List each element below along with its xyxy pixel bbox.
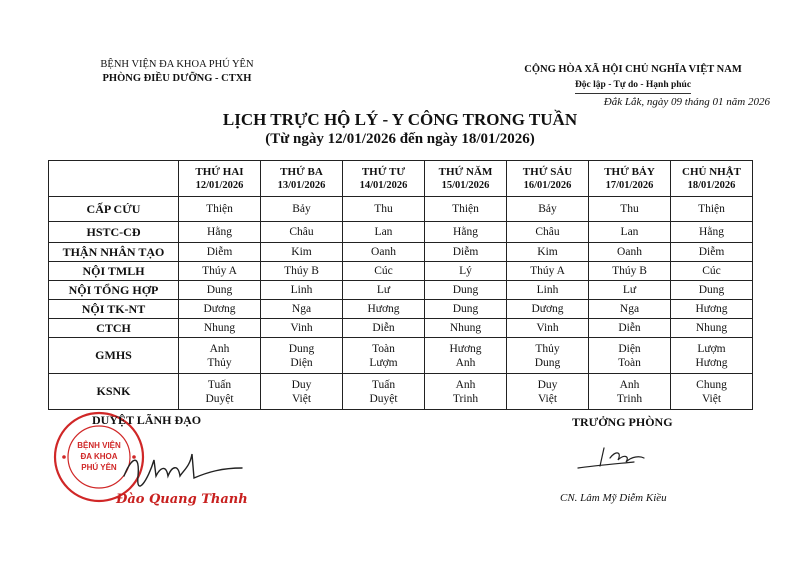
department-name: PHÒNG ĐIỀU DƯỠNG - CTXH	[102, 73, 252, 84]
staff-cell	[179, 222, 261, 243]
staff-name: Thúy A	[202, 265, 237, 278]
staff-cell	[507, 281, 589, 300]
day-date: 15/01/2026	[441, 179, 490, 191]
staff-name: Dung	[288, 342, 315, 355]
table-row	[49, 300, 753, 319]
day-header-5	[589, 161, 671, 197]
staff-cell	[589, 374, 671, 410]
staff-cell	[343, 281, 425, 300]
staff-cell	[671, 243, 753, 262]
staff-cell	[261, 197, 343, 222]
day-name: THỨ NĂM	[438, 165, 493, 178]
staff-name: Dung	[698, 284, 725, 297]
staff-name: Trinh	[452, 392, 479, 405]
day-name: THỨ BA	[280, 165, 323, 178]
staff-name: Lượm	[369, 356, 398, 369]
staff-name: Nga	[619, 303, 640, 316]
staff-name: Thúy B	[612, 265, 647, 278]
staff-name: Dương	[203, 303, 236, 316]
staff-cell	[179, 300, 261, 319]
corner-cell	[49, 161, 179, 197]
document-date: Đắk Lắk, ngày 09 tháng 01 năm 2026	[603, 96, 770, 108]
staff-cell	[425, 374, 507, 410]
staff-cell	[671, 374, 753, 410]
staff-cell	[507, 374, 589, 410]
staff-cell	[261, 243, 343, 262]
right-signature-icon	[574, 440, 664, 474]
day-date: 14/01/2026	[359, 179, 408, 191]
staff-name: Oanh	[371, 246, 396, 259]
staff-cell	[343, 262, 425, 281]
staff-cell	[671, 222, 753, 243]
staff-name: Oanh	[617, 246, 642, 259]
staff-cell	[589, 338, 671, 374]
staff-cell	[179, 319, 261, 338]
day-date: 17/01/2026	[605, 179, 654, 191]
staff-name: Dung	[206, 284, 233, 297]
staff-name: Hằng	[207, 226, 232, 239]
approval-title: DUYỆT LÃNH ĐẠO	[92, 413, 202, 427]
staff-name: Trinh	[616, 392, 643, 405]
staff-name: Linh	[536, 284, 559, 297]
day-header-2	[343, 161, 425, 197]
day-header-1	[261, 161, 343, 197]
staff-cell	[507, 338, 589, 374]
staff-cell	[343, 197, 425, 222]
staff-cell	[425, 300, 507, 319]
staff-cell	[425, 197, 507, 222]
staff-name: Dương	[531, 303, 564, 316]
staff-cell	[425, 262, 507, 281]
staff-cell	[671, 262, 753, 281]
day-name: THỨ BẢY	[604, 165, 655, 178]
department-cell: NỘI TK-NT	[49, 300, 179, 319]
staff-cell	[589, 197, 671, 222]
staff-name: Cúc	[374, 265, 393, 278]
staff-name: Thiện	[698, 203, 725, 216]
staff-cell	[507, 197, 589, 222]
day-date: 18/01/2026	[687, 179, 736, 191]
table-row	[49, 338, 753, 374]
staff-name: Diễm	[698, 246, 725, 259]
staff-cell	[507, 243, 589, 262]
staff-name: Hương	[367, 303, 400, 316]
staff-cell	[671, 300, 753, 319]
day-name: CHỦ NHẬT	[682, 165, 741, 178]
staff-name: Việt	[701, 392, 722, 405]
staff-cell	[179, 281, 261, 300]
staff-name: Diễn	[372, 322, 395, 335]
staff-name: Lan	[374, 226, 393, 239]
nation-header	[498, 62, 768, 94]
day-date: 13/01/2026	[277, 179, 326, 191]
department-cell: THẬN NHÂN TẠO	[49, 243, 179, 262]
staff-name: Nga	[291, 303, 312, 316]
staff-cell	[671, 338, 753, 374]
staff-cell	[179, 243, 261, 262]
table-header-row	[49, 161, 753, 197]
stamp-text-line2: ĐA KHOA	[80, 452, 118, 461]
staff-cell	[343, 243, 425, 262]
department-cell: GMHS	[49, 338, 179, 374]
staff-name: Diễn	[618, 322, 641, 335]
day-header-0	[179, 161, 261, 197]
staff-cell	[425, 222, 507, 243]
department-cell: NỘI TỔNG HỢP	[49, 281, 179, 300]
org-name: BỆNH VIỆN ĐA KHOA PHÚ YÊN	[100, 59, 254, 70]
staff-name: Toàn	[372, 342, 395, 355]
staff-name: Vinh	[290, 322, 313, 335]
staff-cell	[507, 222, 589, 243]
table-body	[49, 197, 753, 410]
staff-name: Anh	[619, 378, 640, 391]
staff-name: Anh	[455, 356, 476, 369]
staff-name: Thu	[374, 203, 393, 216]
staff-cell	[425, 281, 507, 300]
staff-cell	[507, 262, 589, 281]
staff-cell	[179, 338, 261, 374]
staff-name: Vinh	[536, 322, 559, 335]
staff-name: Duyệt	[369, 392, 398, 405]
staff-cell	[261, 300, 343, 319]
department-cell: KSNK	[49, 374, 179, 410]
staff-cell	[179, 374, 261, 410]
staff-name: Bảy	[292, 203, 311, 216]
staff-name: Nhung	[203, 322, 236, 335]
staff-name: Duy	[537, 378, 558, 391]
day-date: 12/01/2026	[195, 179, 244, 191]
stamp-text-line3: PHÚ YÊN	[81, 463, 117, 472]
staff-name: Toàn	[618, 356, 641, 369]
staff-cell	[425, 338, 507, 374]
staff-name: Chung	[696, 378, 727, 391]
staff-name: Bảy	[538, 203, 557, 216]
staff-cell	[589, 243, 671, 262]
staff-cell	[343, 338, 425, 374]
staff-cell	[507, 319, 589, 338]
staff-name: Lan	[620, 226, 639, 239]
staff-name: Diện	[290, 356, 313, 369]
staff-name: Lư	[376, 284, 391, 297]
staff-name: Diễm	[206, 246, 233, 259]
staff-name: Hằng	[699, 226, 724, 239]
staff-name: Hương	[449, 342, 482, 355]
staff-name: Thúy B	[284, 265, 319, 278]
left-signature-icon	[118, 446, 248, 488]
staff-name: Diện	[618, 342, 641, 355]
staff-name: Tuấn	[207, 378, 232, 391]
head-of-department-title: TRƯỞNG PHÒNG	[572, 415, 673, 429]
day-header-3	[425, 161, 507, 197]
stamp-text-line1: BỆNH VIỆN	[77, 441, 121, 450]
staff-cell	[507, 300, 589, 319]
staff-cell	[261, 262, 343, 281]
staff-name: Nhung	[695, 322, 728, 335]
staff-name: Dung	[534, 356, 561, 369]
staff-cell	[343, 374, 425, 410]
staff-name: Duy	[291, 378, 312, 391]
staff-name: Việt	[291, 392, 312, 405]
staff-name: Thúy A	[530, 265, 565, 278]
staff-name: Thủy	[535, 342, 560, 355]
staff-name: Tuấn	[371, 378, 396, 391]
staff-cell	[343, 319, 425, 338]
staff-name: Nhung	[449, 322, 482, 335]
department-cell: CTCH	[49, 319, 179, 338]
staff-name: Thiện	[206, 203, 233, 216]
staff-name: Châu	[535, 226, 560, 239]
staff-cell	[425, 243, 507, 262]
staff-name: Lượm	[697, 342, 726, 355]
staff-cell	[425, 319, 507, 338]
table-row	[49, 222, 753, 243]
staff-cell	[343, 222, 425, 243]
staff-name: Anh	[455, 378, 476, 391]
day-header-4	[507, 161, 589, 197]
schedule-table	[48, 160, 753, 410]
staff-name: Lư	[622, 284, 637, 297]
day-header-6	[671, 161, 753, 197]
staff-name: Hằng	[453, 226, 478, 239]
staff-name: Việt	[537, 392, 558, 405]
day-date: 16/01/2026	[523, 179, 572, 191]
staff-cell	[589, 281, 671, 300]
day-name: THỨ TƯ	[361, 165, 406, 178]
document-subtitle: (Từ ngày 12/01/2026 đến ngày 18/01/2026)	[265, 131, 535, 147]
staff-cell	[261, 338, 343, 374]
staff-name: Thu	[620, 203, 639, 216]
department-cell: HSTC-CĐ	[49, 222, 179, 243]
staff-name: Duyệt	[205, 392, 234, 405]
staff-name: Dung	[452, 303, 479, 316]
staff-cell	[261, 374, 343, 410]
staff-name: Linh	[290, 284, 313, 297]
staff-name: Anh	[209, 342, 230, 355]
staff-name: Lý	[459, 265, 472, 278]
table-row	[49, 243, 753, 262]
staff-cell	[589, 319, 671, 338]
staff-cell	[589, 300, 671, 319]
staff-cell	[343, 300, 425, 319]
table-row	[49, 281, 753, 300]
staff-name: Kim	[537, 246, 558, 259]
staff-name: Thủy	[207, 356, 232, 369]
staff-cell	[589, 222, 671, 243]
staff-cell	[179, 262, 261, 281]
nation-motto: Độc lập - Tự do - Hạnh phúc	[575, 78, 691, 94]
staff-name: Dung	[452, 284, 479, 297]
head-of-department-name: CN. Lâm Mỹ Diễm Kiều	[560, 492, 667, 504]
staff-cell	[179, 197, 261, 222]
staff-name: Thiện	[452, 203, 479, 216]
staff-cell	[261, 281, 343, 300]
staff-name: Kim	[291, 246, 312, 259]
approver-name: Đào Quang Thanh	[116, 492, 248, 507]
staff-cell	[671, 319, 753, 338]
table-row	[49, 262, 753, 281]
staff-cell	[261, 222, 343, 243]
table-row	[49, 197, 753, 222]
staff-cell	[261, 319, 343, 338]
table-row	[49, 374, 753, 410]
staff-name: Hương	[695, 356, 728, 369]
document-title: LỊCH TRỰC HỘ LÝ - Y CÔNG TRONG TUẦN	[222, 110, 578, 129]
staff-cell	[671, 197, 753, 222]
org-header	[72, 58, 282, 86]
staff-name: Hương	[695, 303, 728, 316]
staff-name: Châu	[289, 226, 314, 239]
nation-name: CỘNG HÒA XÃ HỘI CHỦ NGHĨA VIỆT NAM	[524, 64, 742, 75]
staff-cell	[589, 262, 671, 281]
staff-cell	[671, 281, 753, 300]
table-row	[49, 319, 753, 338]
staff-name: Cúc	[702, 265, 721, 278]
department-cell: CẤP CỨU	[49, 197, 179, 222]
day-name: THỨ HAI	[195, 165, 244, 178]
day-name: THỨ SÁU	[522, 165, 573, 178]
department-cell: NỘI TMLH	[49, 262, 179, 281]
staff-name: Diễm	[452, 246, 479, 259]
